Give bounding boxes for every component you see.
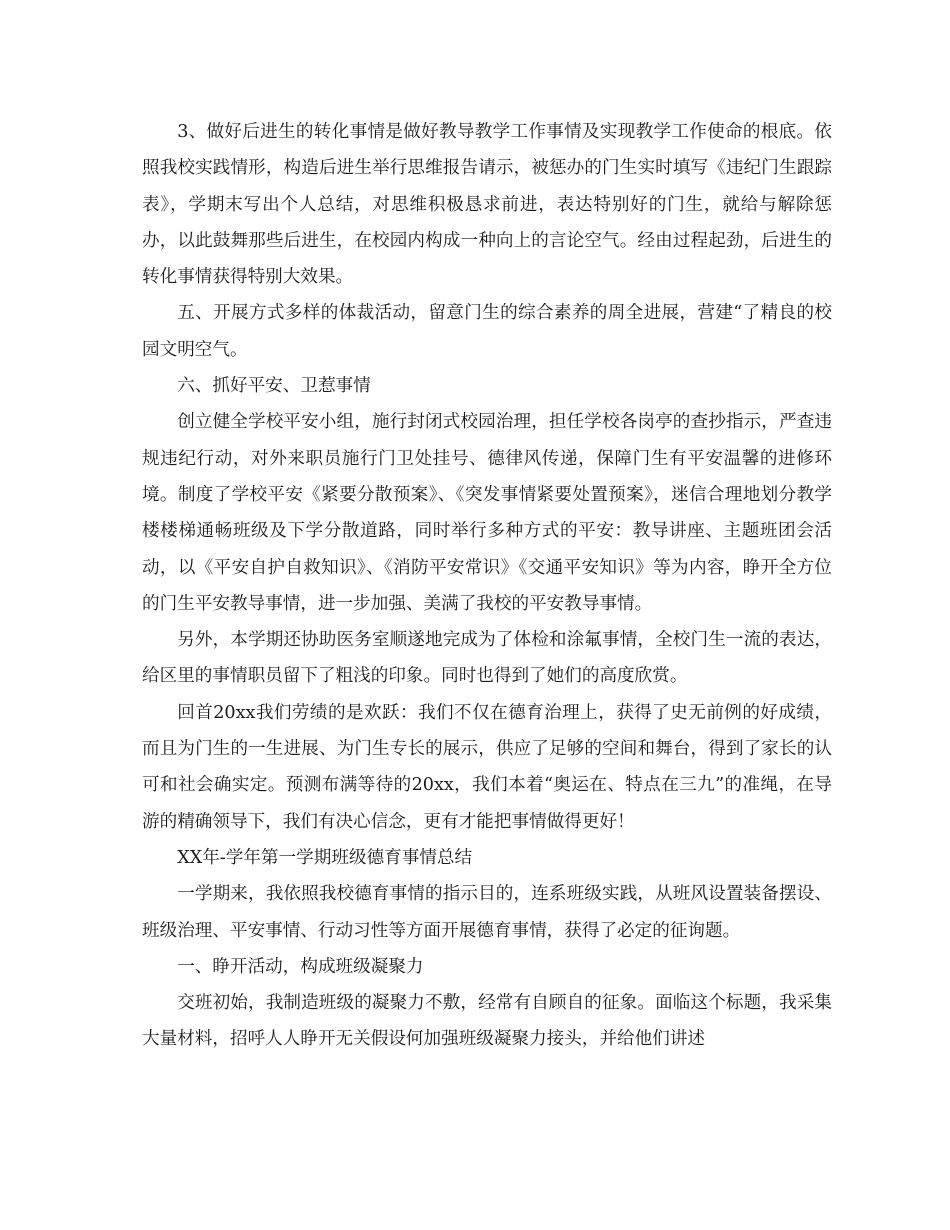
heading-class-cohesion: 一、睁开活动，构成班级凝聚力 [177,956,424,977]
paragraph-semester-overview: 一学期来，我依照我校德育事情的指示目的，连系班级实践，从班风设置装备摆设、班级治理、平安事情、行动习性等方面开展德育事情，获得了必定的征询题。 [142,884,832,941]
heading-class-moral-education-summary: XX年-学年第一学期班级德育事情总结 [177,847,473,868]
heading-section-six-safety-hygiene: 六、抓好平安、卫惹事情 [177,376,371,397]
paragraph-school-safety-measures: 创立健全学校平安小组，施行封闭式校园治理，担任学校各岗亭的查抄指示，严查违规违纪行动，对外来职员施行门卫处挂号、德律风传递，保障门生有平安温馨的进修环境。制度了学校平安《紧要分散预案》、《突发事情紧要处置预案》，迷信合理地划分教学楼楼梯通畅班级及下学分散道路，同时举行多种方式的平安：教导讲座、主题班团会活动，以《平安自护自救知识》、《消防平安常识》《交通平安知识》等为内容，睁开全方位的门生平安教导事情，进一步加强、美满了我校的平安教导事情。 [142,412,832,614]
paragraph-health-checkup: 另外，本学期还协助医务室顺遂地完成为了体检和涂氟事情，全校门生一流的表达，给区里的事情职员留下了粗浅的印象。同时也得到了她们的高度欣赏。 [142,630,832,687]
paragraph-year-review: 回首20xx我们劳绩的是欢跃：我们不仅在德育治理上，获得了史无前例的好成绩，而且为门生的一生进展、为门生专长的展示，供应了足够的空间和舞台，得到了家长的认可和社会确实定。预测布满等待的20xx，我们本着“奥运在、特点在三九”的准绳，在导游的精确领导下，我们有决心信念，更有才能把事情做得更好！ [142,702,832,832]
paragraph-underachiever-transformation: 3、做好后进生的转化事情是做好教导教学工作事情及实现教学工作使命的根底。依照我校实践情形，构造后进生举行思维报告请示，被惩办的门生实时填写《违纪门生跟踪表》，学期末写出个人总结，对思维积极恳求前进，表达特别好的门生，就给与解除惩办，以此鼓舞那些后进生，在校园内构成一种向上的言论空气。经由过程起劲，后进生的转化事情获得特别大效果。 [142,122,832,288]
document-body [142,114,832,1058]
paragraph-section-five-cultural-activities: 五、开展方式多样的体裁活动，留意门生的综合素养的周全进展，营建“了精良的校园文明空气。 [142,303,832,360]
paragraph-class-cohesion-start: 交班初始，我制造班级的凝聚力不敷，经常有自顾自的征象。面临这个标题，我采集大量材料，招呼人人睁开无关假设何加强班级凝聚力接头，并给他们讲述 [142,993,832,1050]
